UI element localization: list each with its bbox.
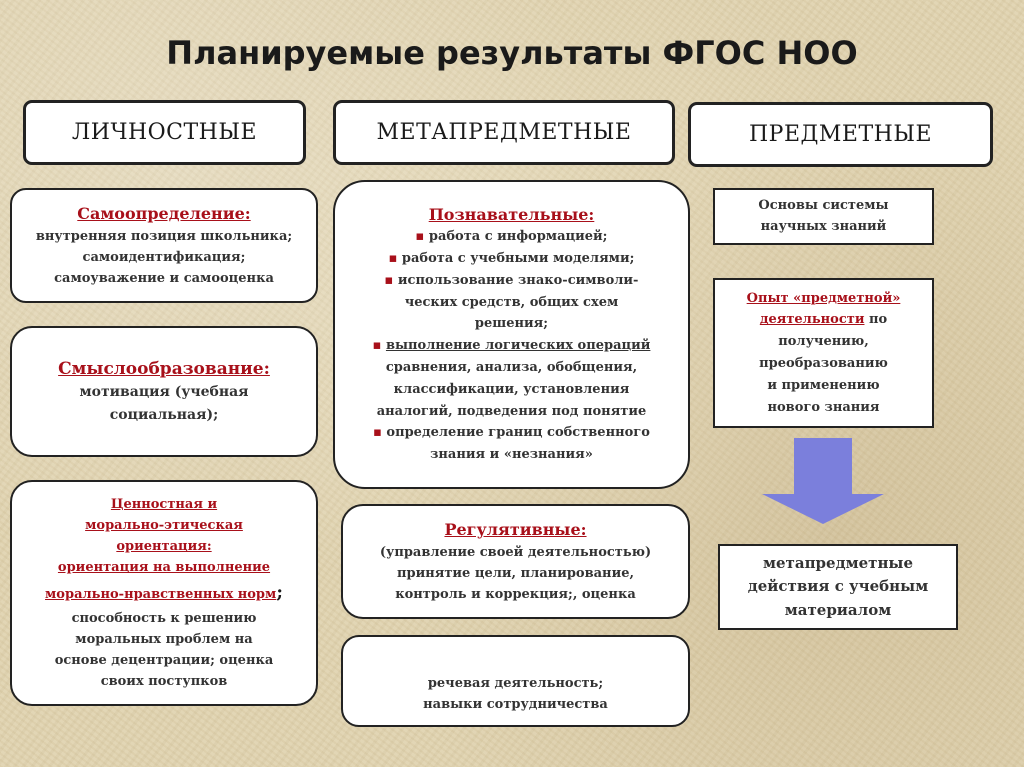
box-value-orientation — [10, 480, 318, 706]
values-line: своих поступков — [100, 673, 228, 689]
cognitive-item-continuation: знания и «незнания» — [430, 447, 593, 463]
cognitive-item-continuation: решения; — [474, 316, 549, 332]
result-line: метапредметные — [762, 554, 914, 573]
regulative-line: (управление своей деятельностью) — [379, 544, 652, 560]
cognitive-item: ▪ работа с учебными моделями; — [373, 248, 651, 270]
values-line: основе децентрации; оценка — [54, 652, 274, 668]
header-meta-label: МЕТАПРЕДМЕТНЫЕ — [376, 120, 632, 145]
experience-red-line: Опыт «предметной» — [746, 290, 901, 306]
cognitive-item-continuation: классификации, установления — [393, 381, 630, 397]
experience-red-line: деятельности — [759, 312, 865, 328]
down-arrow-icon — [760, 438, 886, 526]
values-red-line: морально-нравственных норм — [45, 587, 277, 603]
cognitive-heading: Познавательные: — [428, 204, 595, 224]
basics-line: Основы системы — [758, 197, 889, 213]
cognitive-item-text: выполнение логических операций — [385, 338, 651, 354]
self-determination-heading: Самоопределение: — [77, 204, 251, 224]
cognitive-item-continuation: ческих средств, общих схем — [404, 294, 619, 310]
cognitive-item: ▪ определение границ собственного — [373, 422, 651, 444]
meaning-line: социальная); — [109, 406, 219, 423]
result-line: действия с учебным — [747, 577, 929, 596]
experience-line: получению, — [778, 334, 869, 350]
regulative-line: контроль и коррекция;, оценка — [395, 586, 636, 602]
box-communicative — [341, 635, 690, 727]
header-personal-label: ЛИЧНОСТНЫЕ — [71, 120, 258, 145]
cognitive-item: ▪ работа с информацией; — [373, 226, 651, 248]
box-scientific-basics — [713, 188, 934, 245]
experience-line: и применению — [767, 377, 880, 393]
communicative-line: навыки сотрудничества — [423, 696, 608, 712]
basics-line: научных знаний — [760, 218, 887, 234]
values-red-line: ориентация: — [116, 539, 212, 555]
self-line: внутренняя позиция школьника; — [35, 228, 293, 244]
box-meaning-formation — [10, 326, 318, 457]
experience-line: преобразованию — [759, 356, 888, 371]
box-self-determination — [10, 188, 318, 303]
cognitive-item-continuation: аналогий, подведения под понятие — [376, 403, 647, 419]
values-red-line: Ценностная и — [110, 497, 218, 513]
communicative-line: речевая деятельность; — [427, 675, 604, 691]
meaning-line: мотивация (учебная — [79, 384, 249, 401]
values-line: способность к решению — [71, 610, 257, 626]
values-red-line: ориентация на выполнение — [57, 560, 271, 576]
values-norms-row — [45, 578, 283, 607]
cognitive-list — [373, 226, 651, 466]
header-meta — [333, 100, 675, 165]
self-line: самоидентификация; — [82, 249, 246, 265]
header-personal — [23, 100, 306, 165]
cognitive-item — [373, 335, 651, 357]
header-subject — [688, 102, 993, 167]
header-subject-label: ПРЕДМЕТНЫЕ — [748, 122, 933, 147]
page-title: Планируемые результаты ФГОС НОО — [166, 34, 858, 72]
meaning-heading: Смыслообразование: — [58, 358, 270, 379]
regulative-line: принятие цели, планирование, — [396, 565, 635, 581]
cognitive-item-continuation: сравнения, анализа, обобщения, — [385, 360, 638, 375]
box-regulative — [341, 504, 690, 619]
box-subject-experience — [713, 278, 934, 428]
self-line: самоуважение и самооценка — [54, 270, 274, 286]
values-line: моральных проблем на — [75, 631, 253, 647]
result-line: материалом — [784, 600, 892, 619]
regulative-heading: Регулятивные: — [444, 520, 587, 540]
experience-activity-row — [760, 309, 887, 331]
experience-line: нового знания — [767, 399, 880, 415]
cognitive-item: ▪ использование знако-символи- — [373, 270, 651, 292]
values-red-line: морально-этическая — [85, 518, 243, 534]
box-cognitive — [333, 180, 690, 489]
box-meta-actions — [718, 544, 958, 630]
values-semicolon: ; — [276, 582, 283, 604]
experience-tail: по — [864, 312, 888, 328]
